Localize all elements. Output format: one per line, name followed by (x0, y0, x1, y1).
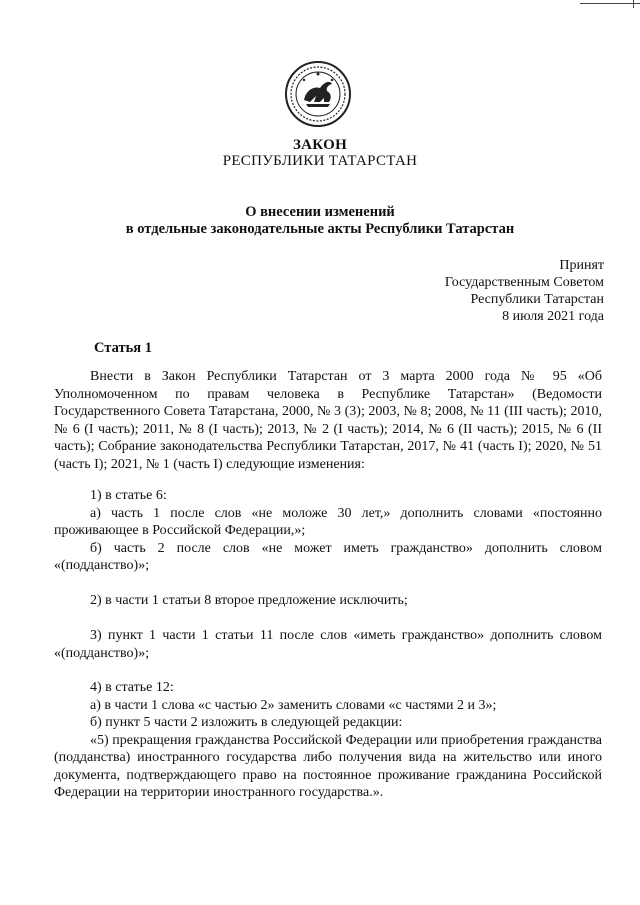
item-3-text: 3) пункт 1 части 1 статьи 11 после слов «иметь гражданство» дополнить словом «(подданство)»; (54, 628, 602, 661)
adoption-block (445, 257, 604, 325)
heading-line-2: в отдельные законодательные акты Республики Татарстан (125, 221, 515, 237)
item-3 (54, 627, 602, 662)
emblem-icon (284, 60, 352, 128)
item-4-b: б) пункт 5 части 2 изложить в следующей редакции: (90, 715, 403, 730)
item-4-quote: «5) прекращения гражданства Российской Федерации или приобретения гражданства (подданства) иностранного государства либо получения вида на жительство или иного документа, подтверждающего право на постоянное проживание гражданина Российской Федерации на территории иностранного государства.». (54, 732, 602, 800)
item-1-a: а) часть 1 после слов «не моложе 30 лет,» дополнить словами «постоянно проживающее в Российской Федерации,»; (54, 505, 602, 538)
intro-paragraph (54, 368, 602, 473)
item-1-b: б) часть 2 после слов «не может иметь гражданство» дополнить словом «(подданство)»; (54, 540, 602, 573)
item-4-a: а) в части 1 слова «с частью 2» заменить словами «с частями 2 и 3»; (90, 697, 497, 713)
item-2 (54, 592, 602, 610)
item-1 (54, 487, 602, 575)
page-corner-mark (580, 0, 640, 4)
article-heading: Статья 1 (94, 340, 152, 356)
item-2-text: 2) в части 1 статьи 8 второе предложение исключить; (90, 593, 408, 608)
document-title: ЗАКОН (292, 137, 348, 153)
item-1-title: 1) в статье 6: (90, 488, 167, 503)
adoption-line: Республики Татарстан (470, 292, 604, 307)
item-4 (54, 679, 602, 802)
adoption-line: Принят (559, 258, 604, 273)
item-4-title: 4) в статье 12: (90, 680, 174, 695)
document-subtitle: РЕСПУБЛИКИ ТАТАРСТАН (222, 153, 418, 169)
adoption-line: Государственным Советом (444, 275, 604, 290)
adoption-date: 8 июля 2021 года (502, 309, 604, 324)
heading-line-1: О внесении изменений (245, 204, 395, 220)
intro-text: Внести в Закон Республики Татарстан от 3 марта 2000 года № 95 «Об Уполномоченном по правам человека в Республике Татарстан» (Ведомости Государственного Совета Татарстана, 2000, № 3 (3); 2003, № 8; 2008, № 11 (III часть); 2010, № 6 (I часть); 2011, № 8 (I часть); 2013, № 2 (I часть); 2014, № 6 (II часть); 2015, № 6 (II часть); Собрание законодательства Республики Татарстан, 2017, № 41 (часть I); 2020, № 51 (часть I); 2021, № 1 (часть I) следующие изменения: (54, 369, 602, 472)
document-heading (0, 204, 640, 238)
